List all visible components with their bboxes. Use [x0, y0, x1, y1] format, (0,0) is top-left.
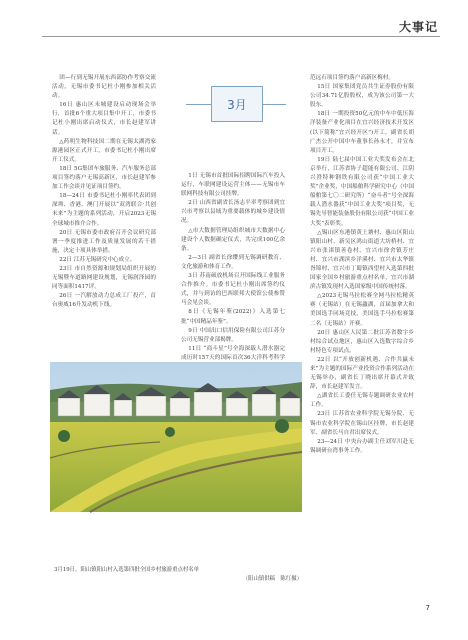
- month-heading-box: [211, 86, 263, 122]
- paragraph: 1日 无锡市首批国际招聘国际汽车投入运行，车联网建设运营主体——无锡市车联网科技有限公司挂牌。: [181, 173, 285, 198]
- village-aerial-photo: [50, 362, 302, 512]
- paragraph: 2日 山西省副省长汤志平率考察团到宜兴市考察以县域为重要载体的城乡建设情况。: [181, 200, 285, 225]
- paragraph: △湖省长工委任无锡专题调研农业农村工作。: [310, 393, 414, 409]
- paragraph: 15日 国家集团党员共生证券股份有限公司34.71亿股股权，成为该公司第一大股东。: [310, 84, 414, 109]
- middle-text-column: [181, 172, 285, 361]
- photo-caption: [54, 566, 302, 584]
- paragraph: 26日 一汽解放动力总成工厂投产，首台奥威16升发动机下线。: [52, 293, 156, 309]
- paragraph: 22日 江苏无锡研究中心成立。: [59, 256, 136, 263]
- paragraph: 8日《无锡年鉴(2022)》入选第七批“中国精品年鉴”。: [181, 309, 285, 325]
- paragraph: 20日 无锡市委市政府召开会议研究部署一季度推进工作及质量发展的若干措施，决定十项具体举措。: [52, 229, 156, 254]
- page-header-title: 大事记: [398, 20, 438, 34]
- paragraph: △市大数据管理局组织城市大数据中心建设个人数据确定仪式，共完成100亿余条。: [181, 227, 285, 252]
- paragraph: 2—3日 副省长徐缨到无锡调研教育、文化旅游和体育工作。: [181, 254, 285, 270]
- paragraph: 23—24日 中央台办副主任刘军川赴无锡调研台湾事务工作。: [310, 438, 414, 454]
- paragraph: △锡山区东港镇黄土塘村、惠山区阳山镇阳山村、新吴区鸿山街道大坊桥村、宜兴市张渚镇善卷村、宜兴市徐舍镇芳庄村、宜兴市湖滨乡洋溪村、宜兴市太华镇胥锦村、宜兴市丁蜀镇西望村入选第四批国家全国乡村旅游重点村名单，宜兴市湖滨古镇发现村入选国家级中国传统村落。: [310, 229, 414, 291]
- paragraph: △药明生物科技国二期在无锡太湖湾家源港园区正式开工，市委书记杜小刚出席开工仪式。: [52, 138, 156, 163]
- paragraph: 18日 一期投资50亿元的中车中低压海洋装备产业化项目在宜兴经济技术开发区(以下简称“宜兴经开区”)开工，副省长胡广杰公开中国中车董事长孙永才，并宣布项目开工。: [310, 111, 414, 154]
- paragraph: 团—行到无锡开展东西部协作考察交流活动，无锡市委书记杜小刚参加相关活动。: [52, 75, 156, 100]
- paragraph: 3日 苏南硕放机场召开国际线工业服务合作推介。市委书记杜小刚出席签约仪式，并与到访的巴西联邦大使馆公使参赞马会见会谈。: [181, 273, 285, 307]
- paragraph: 11日 “商斗星”号全海深载人潜水器完成历时157天的国际首次36大洋科考科学: [181, 345, 285, 361]
- paragraph: △2023无锡马拉松赛全网马拉松精英赛（无锡站）在无锡蠡湖，首届加拿大和美国选手同场竞技，美国选手马拉松赛第二名（无锡站）开赛。: [310, 293, 414, 327]
- month-rule-right: [262, 104, 286, 105]
- paragraph: 20日 惠山区人民第二批江苏省数字乡村综合试点地区，惠山区入选数字综合乡村特色专项试点。: [310, 329, 414, 354]
- photo-caption-line: 3月19日，阳山镇阳山村入选第四批全国乡村旅游重点村名单: [54, 567, 200, 573]
- header-divider: [42, 36, 440, 37]
- month-rule-left: [186, 104, 211, 105]
- paragraph: 16日 惠山区未城建设启动现场会举行，首批6个重大项目集中开工，市委书记杜小刚出席启动仪式，市长赵建军讲话。: [52, 102, 156, 136]
- left-text-column: [52, 74, 156, 309]
- paragraph: 23日 江苏省农业科学院无锡分院、无锡市农业科学院在锡山区挂牌，市长赵建军、副省长马自君出席仪式。: [310, 411, 414, 436]
- paragraph: 18—24日 市委书记杜小刚率代表团到深圳、香港、澳门开展以“双湾联合·共创未来”为主题的系列活动，开启2023无锡全球城市推介合作。: [52, 193, 156, 227]
- paragraph: 9日 中国出口信用保险有限公司江苏分公司无锡营业部揭牌。: [181, 327, 285, 343]
- page-number: 7: [425, 604, 430, 612]
- month-heading: 3月: [227, 97, 247, 112]
- paragraph: 19日 陆七届中国工业大奖发布会在北京举行，江苏省协子超能有限公司、江阴兴澄特种钢铁有限公司获“中国工业大奖”企业奖，中国船舶科学研究中心（中国船舶第七〇二研究所）“奋斗者”号全深海载人潜水器获“中国工业大奖”项目奖，无锡先导智能装备股份有限公司获“中国工业大奖”表彰奖。: [310, 156, 414, 227]
- paragraph: 18日 5G集团车旅服务、汽车服务总部项目签约落户无锡高新区，市长赵建军参加工作会谈并见证项目签约。: [52, 165, 156, 191]
- paragraph: 范远石项目签约落户高新区梅村。: [310, 75, 394, 81]
- right-text-column: [310, 74, 414, 574]
- photo-credit: （阳山镇供稿 陈红摄）: [242, 576, 302, 582]
- paragraph: 23日 市自然资源和规划局组织开展的无锡暨车道路网建设规划，无锡润泽园的同等面积1417评。: [52, 265, 156, 291]
- paragraph: 22日 以“开放创新机遇、合作共赢未来”为主题的国际产业投资合作系列活动在无锡举办，副省长丁晓出席开幕式并致辞，市长赵建军发言。: [310, 356, 414, 391]
